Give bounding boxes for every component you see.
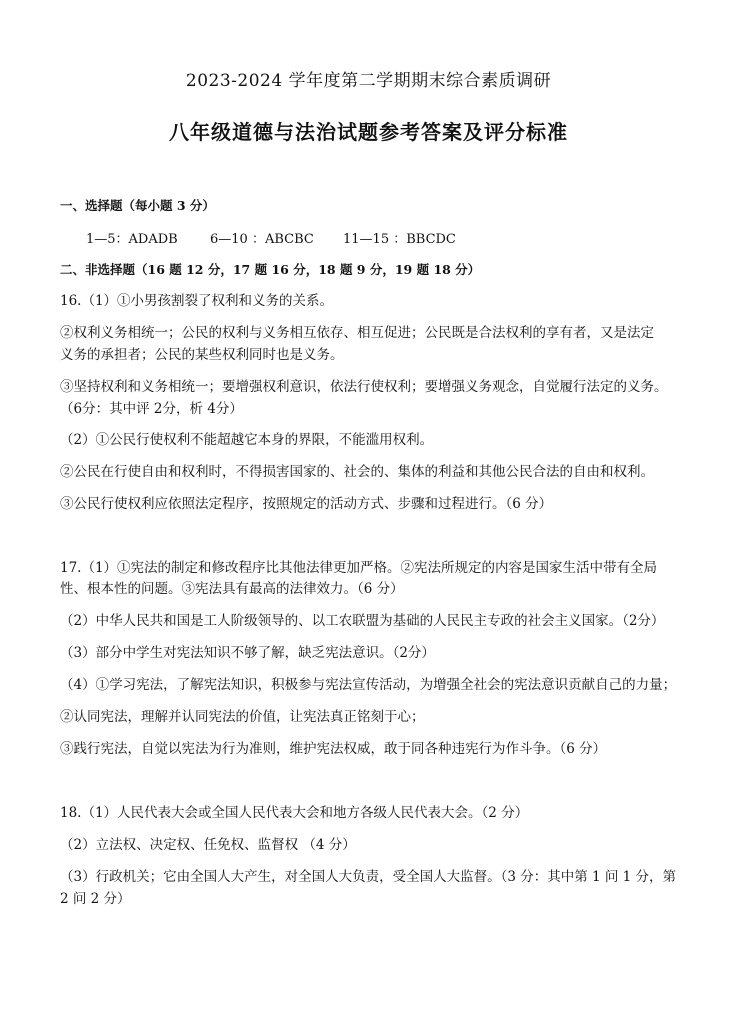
- q18-line-2: （2）立法权、决定权、任免权、监督权 （4 分）: [60, 837, 356, 853]
- answer-key-title: 八年级道德与法治试题参考答案及评分标准: [169, 120, 568, 144]
- q16-line-7: ②公民在行使自由和权利时，不得损害国家的、社会的、集体的利益和其他公民合法的自由和权利。: [60, 464, 654, 480]
- q16-line-2: ②权利义务相统一；公民的权利与义务相互依存、相互促进；公民既是合法权利的享有者，又是法定: [60, 325, 654, 341]
- q16-line-6: （2）①公民行使权利不能超越它本身的界限，不能滥用权利。: [60, 432, 434, 448]
- mc-answers-11-15: 11—15 ：BBCDC: [343, 232, 456, 247]
- q16-line-1: 16.（1）①小男孩割裂了权利和义务的关系。: [60, 293, 334, 309]
- q18-line-3: （3）行政机关；它由全国人大产生，对全国人大负责，受全国人大监督。（3 分：其中第 1 问 1 分，第: [60, 869, 677, 885]
- section2-heading: 二、非选择题（16 题 12 分，17 题 16 分，18 题 9 分，19 题 18 分）: [60, 262, 481, 277]
- q18-line-4: 2 问 2 分）: [60, 891, 131, 907]
- exam-title: 2023-2024 学年度第二学期期末综合素质调研: [185, 71, 552, 91]
- q16-line-5: （6分：其中评 2分，析 4分）: [60, 401, 243, 417]
- q18-line-1: 18.（1）人民代表大会或全国人民代表大会和地方各级人民代表大会。（2 分）: [60, 805, 529, 821]
- section1-heading: 一、选择题（每小题 3 分）: [60, 198, 215, 213]
- q17-line-7: ③践行宪法，自觉以宪法为行为准则，维护宪法权威，敢于同各种违宪行为作斗争。（6 分）: [60, 741, 607, 757]
- q17-line-1: 17.（1）①宪法的制定和修改程序比其他法律更加严格。②宪法所规定的内容是国家生活中带有全局: [60, 560, 658, 576]
- q17-line-3: （2）中华人民共和国是工人阶级领导的、以工农联盟为基础的人民民主专政的社会主义国家。（2分）: [60, 613, 665, 629]
- q16-line-3: 义务的承担者；公民的某些权利同时也是义务。: [60, 347, 344, 363]
- mc-answers-6-10: 6—10 ：ABCBC: [210, 232, 314, 247]
- q16-line-4: ③坚持权利和义务相统一；要增强权利意识，依法行使权利；要增强义务观念，自觉履行法定的义务。: [60, 379, 668, 395]
- q17-line-5: （4）①学习宪法，了解宪法知识，积极参与宪法宣传活动，为增强全社会的宪法意识贡献自己的力量；: [60, 677, 677, 693]
- q17-line-2: 性、根本性的问题。③宪法具有最高的法律效力。（6 分）: [60, 581, 404, 597]
- q16-line-8: ③公民行使权利应依照法定程序，按照规定的活动方式、步骤和过程进行。（6 分）: [60, 496, 553, 512]
- q17-line-4: （3）部分中学生对宪法知识不够了解，缺乏宪法意识。（2分）: [60, 645, 435, 661]
- q17-line-6: ②认同宪法，理解并认同宪法的价值，让宪法真正铭刻于心；: [60, 709, 425, 725]
- mc-answers-1-5: 1—5：ADADB: [86, 232, 178, 247]
